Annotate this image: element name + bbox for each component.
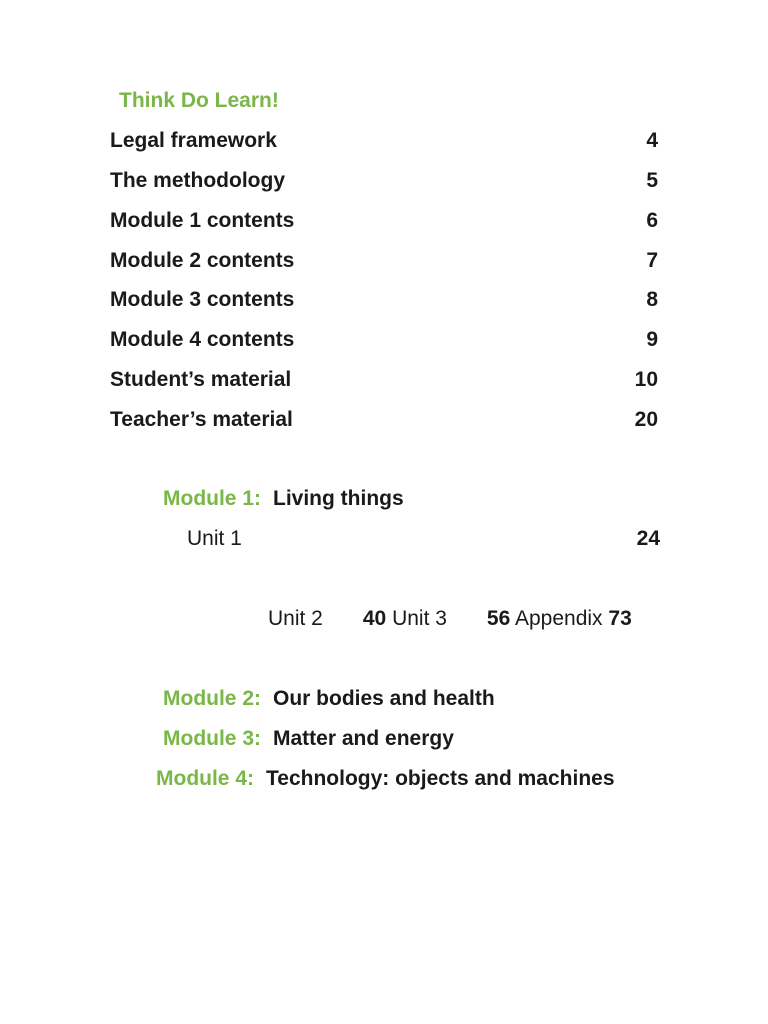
module-prefix: Module 2: bbox=[163, 687, 261, 710]
toc-entry-label: Teacher’s material bbox=[110, 408, 293, 431]
document-title: Think Do Learn! bbox=[119, 89, 279, 112]
module-1-heading bbox=[163, 486, 404, 512]
toc-entry-label: Module 4 contents bbox=[110, 328, 295, 351]
module-name: Technology: objects and machines bbox=[266, 767, 615, 790]
unit-page-number: 24 bbox=[636, 527, 660, 550]
appendix-label: Appendix bbox=[514, 607, 603, 630]
toc-entry-page-number: 5 bbox=[646, 169, 658, 192]
module-name: Matter and energy bbox=[273, 727, 454, 750]
toc-entry-label: Module 1 contents bbox=[110, 209, 295, 232]
toc-entry-methodology bbox=[110, 168, 658, 194]
toc-entry-page-number: 4 bbox=[646, 129, 658, 152]
appendix-page-number: 73 bbox=[608, 607, 632, 630]
module-4-heading bbox=[156, 766, 615, 792]
units-line bbox=[268, 606, 632, 632]
unit-label: Unit 1 bbox=[187, 527, 242, 550]
module-prefix: Module 4: bbox=[156, 767, 254, 790]
toc-entry-legal-framework bbox=[110, 128, 658, 154]
toc-entry-module-4-contents bbox=[110, 327, 658, 353]
toc-entry-page-number: 20 bbox=[634, 408, 658, 431]
unit-label: Unit 2 bbox=[268, 607, 323, 630]
toc-entry-page-number: 10 bbox=[634, 368, 658, 391]
toc-entry-module-1-contents bbox=[110, 208, 658, 234]
module-prefix: Module 3: bbox=[163, 727, 261, 750]
toc-entry-page-number: 6 bbox=[646, 209, 658, 232]
toc-entry-page-number: 7 bbox=[646, 249, 658, 272]
unit-1-entry bbox=[187, 526, 660, 552]
toc-entry-label: Legal framework bbox=[110, 129, 277, 152]
module-3-heading bbox=[163, 726, 454, 752]
toc-entry-label: The methodology bbox=[110, 169, 285, 192]
toc-entry-page-number: 9 bbox=[646, 328, 658, 351]
toc-entry-label: Module 2 contents bbox=[110, 249, 295, 272]
module-prefix: Module 1: bbox=[163, 487, 261, 510]
toc-entry-module-3-contents bbox=[110, 287, 658, 313]
toc-entry-label: Student’s material bbox=[110, 368, 292, 391]
unit-label: Unit 3 bbox=[392, 607, 447, 630]
toc-entry-page-number: 8 bbox=[646, 288, 658, 311]
module-name: Our bodies and health bbox=[273, 687, 495, 710]
module-name: Living things bbox=[273, 487, 404, 510]
toc-entry-module-2-contents bbox=[110, 248, 658, 274]
unit-page-number: 56 bbox=[486, 607, 511, 630]
module-2-heading bbox=[163, 686, 495, 712]
unit-page-number: 40 bbox=[362, 607, 387, 630]
toc-entry-students-material bbox=[110, 367, 658, 393]
toc-entry-label: Module 3 contents bbox=[110, 288, 295, 311]
toc-entry-teachers-material bbox=[110, 407, 658, 433]
